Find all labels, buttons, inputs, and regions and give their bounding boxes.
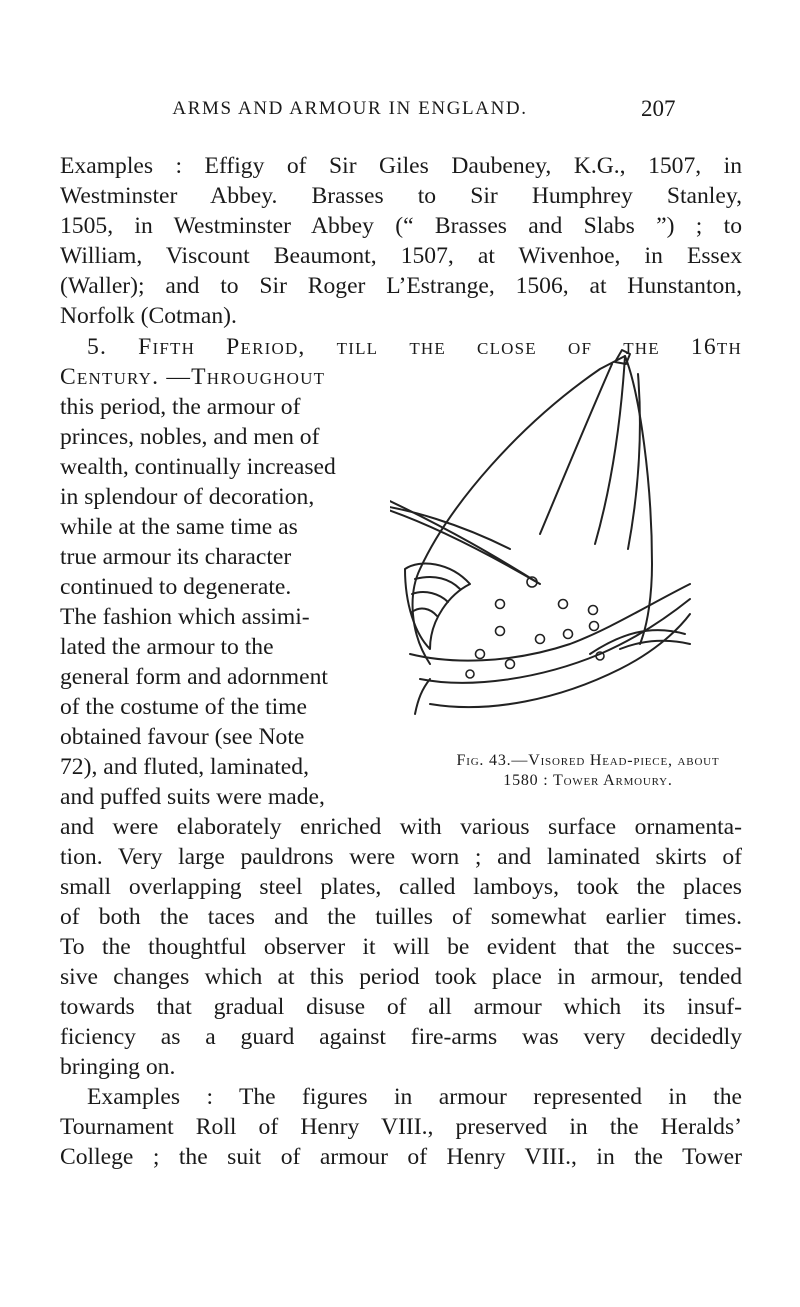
text-line: small overlapping steel plates, called lamboys, took the places bbox=[60, 874, 742, 900]
text-line: bringing on. bbox=[60, 1054, 176, 1080]
text-line: wealth, continually increased bbox=[60, 454, 336, 480]
text-line: Examples : The figures in armour represented in the bbox=[87, 1084, 742, 1110]
section-heading: 5. Fifth Period, till the close of the 16th bbox=[87, 334, 742, 360]
text-line: while at the same time as bbox=[60, 514, 298, 540]
text-line: of both the taces and the tuilles of somewhat earlier times. bbox=[60, 904, 742, 930]
text-line: general form and adornment bbox=[60, 664, 328, 690]
text-line: William, Viscount Beaumont, 1507, at Wivenhoe, in Essex bbox=[60, 243, 742, 269]
text-line: continued to degenerate. bbox=[60, 574, 292, 600]
text-line: and were elaborately enriched with various surface ornamenta- bbox=[60, 814, 742, 840]
figure-caption bbox=[428, 751, 748, 791]
text-line: Westminster Abbey. Brasses to Sir Humphrey Stanley, bbox=[60, 183, 742, 209]
text-line: sive changes which at this period took place in armour, tended bbox=[60, 964, 742, 990]
text-line: (Waller); and to Sir Roger L’Estrange, 1506, at Hunstanton, bbox=[60, 273, 742, 299]
head-piece-illustration bbox=[390, 334, 695, 752]
page-number: 207 bbox=[641, 96, 676, 121]
text-line: lated the armour to the bbox=[60, 634, 274, 660]
caption-line-1: Fig. 43.—Visored Head-piece, about bbox=[456, 752, 720, 769]
text-line: Tournament Roll of Henry VIII., preserved in the Heralds’ bbox=[60, 1114, 742, 1140]
text-line: and puffed suits were made, bbox=[60, 784, 325, 810]
text-line: princes, nobles, and men of bbox=[60, 424, 320, 450]
text-line: College ; the suit of armour of Henry VIII., in the Tower bbox=[60, 1144, 742, 1170]
text-line: The fashion which assimi- bbox=[60, 604, 310, 630]
text-line: Norfolk (Cotman). bbox=[60, 303, 237, 329]
running-title: ARMS AND ARMOUR IN ENGLAND. bbox=[172, 98, 528, 119]
text-line: tion. Very large pauldrons were worn ; and laminated skirts of bbox=[60, 844, 742, 870]
text-line: Examples : Effigy of Sir Giles Daubeney, K.G., 1507, in bbox=[60, 153, 742, 179]
caption-line-2: 1580 : Tower Armoury. bbox=[503, 772, 673, 789]
text-line: 1505, in Westminster Abbey (“ Brasses and Slabs ”) ; to bbox=[60, 213, 742, 239]
text-line: obtained favour (see Note bbox=[60, 724, 305, 750]
text-line: towards that gradual disuse of all armour which its insuf- bbox=[60, 994, 742, 1020]
text-line: this period, the armour of bbox=[60, 394, 301, 420]
text-line: To the thoughtful observer it will be evident that the succes- bbox=[60, 934, 742, 960]
text-line: in splendour of decoration, bbox=[60, 484, 315, 510]
text-line: 72), and fluted, laminated, bbox=[60, 754, 309, 780]
text-line: true armour its character bbox=[60, 544, 292, 570]
text-line: Century. —Throughout bbox=[60, 364, 326, 390]
text-line: ficiency as a guard against fire-arms was very decidedly bbox=[60, 1024, 742, 1050]
text-line: of the costume of the time bbox=[60, 694, 308, 720]
